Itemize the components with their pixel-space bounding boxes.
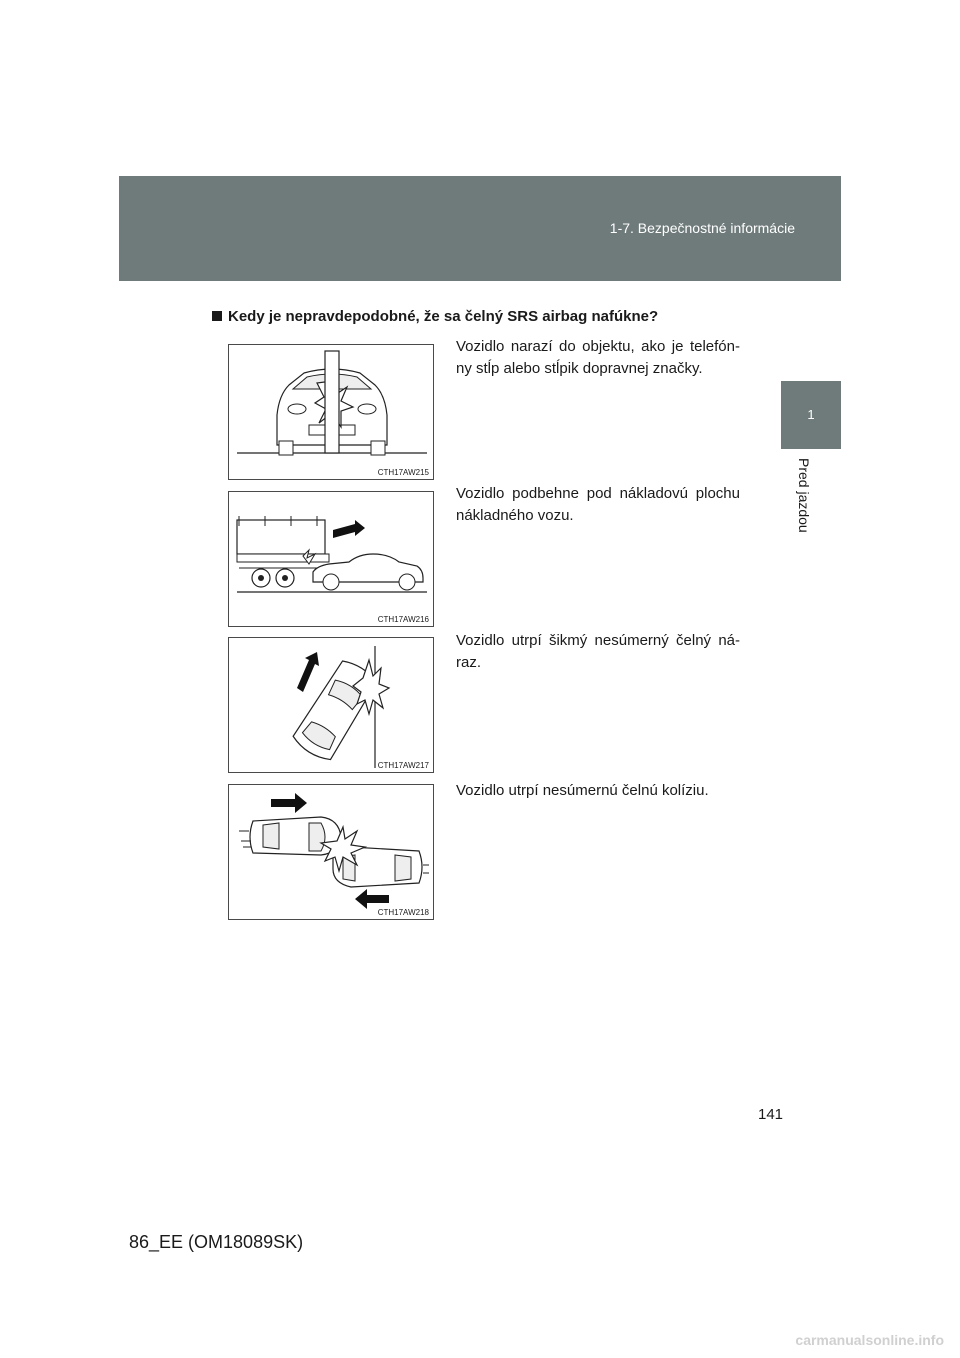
- document-code: 86_EE (OM18089SK): [129, 1232, 304, 1252]
- item-description: Vozidlo narazí do objektu, ako je telefón-ny stĺp alebo stĺpik dopravnej značky.: [456, 338, 740, 377]
- underride-collision-illustration: [229, 492, 435, 628]
- item-description: Vozidlo utrpí nesúmernú čelnú kolíziu.: [456, 782, 709, 799]
- oblique-collision-illustration: [229, 638, 435, 774]
- item-description: Vozidlo podbehne pod nákladovú plochu nákladného vozu.: [456, 485, 740, 524]
- item-description: Vozidlo utrpí šikmý nesúmerný čelný ná-raz.: [456, 632, 740, 671]
- watermark: carmanualsonline.info: [795, 1332, 944, 1348]
- figure-oblique-collision: [228, 637, 434, 773]
- header-band: [119, 176, 841, 281]
- figure-pole-collision: [228, 344, 434, 480]
- figure-offset-collision: [228, 784, 434, 920]
- chapter-tab: [781, 381, 841, 449]
- figure-code: CTH17AW217: [377, 761, 429, 770]
- pole-collision-illustration: [229, 345, 435, 481]
- page-number: 141: [758, 1106, 784, 1123]
- figure-code: CTH17AW218: [377, 908, 429, 917]
- section-heading-text: Kedy je nepravdepodobné, že sa čelný SRS airbag nafúkne?: [228, 308, 659, 325]
- bullet-square-icon: [212, 311, 222, 321]
- offset-collision-illustration: [229, 785, 435, 921]
- chapter-number: 1: [807, 407, 815, 422]
- figure-code: CTH17AW216: [377, 615, 429, 624]
- section-title: 1-7. Bezpečnostné informácie: [609, 220, 795, 236]
- figure-underride-collision: [228, 491, 434, 627]
- figure-code: CTH17AW215: [377, 468, 429, 477]
- chapter-label: Pred jazdou: [796, 458, 812, 533]
- section-heading: [212, 308, 658, 325]
